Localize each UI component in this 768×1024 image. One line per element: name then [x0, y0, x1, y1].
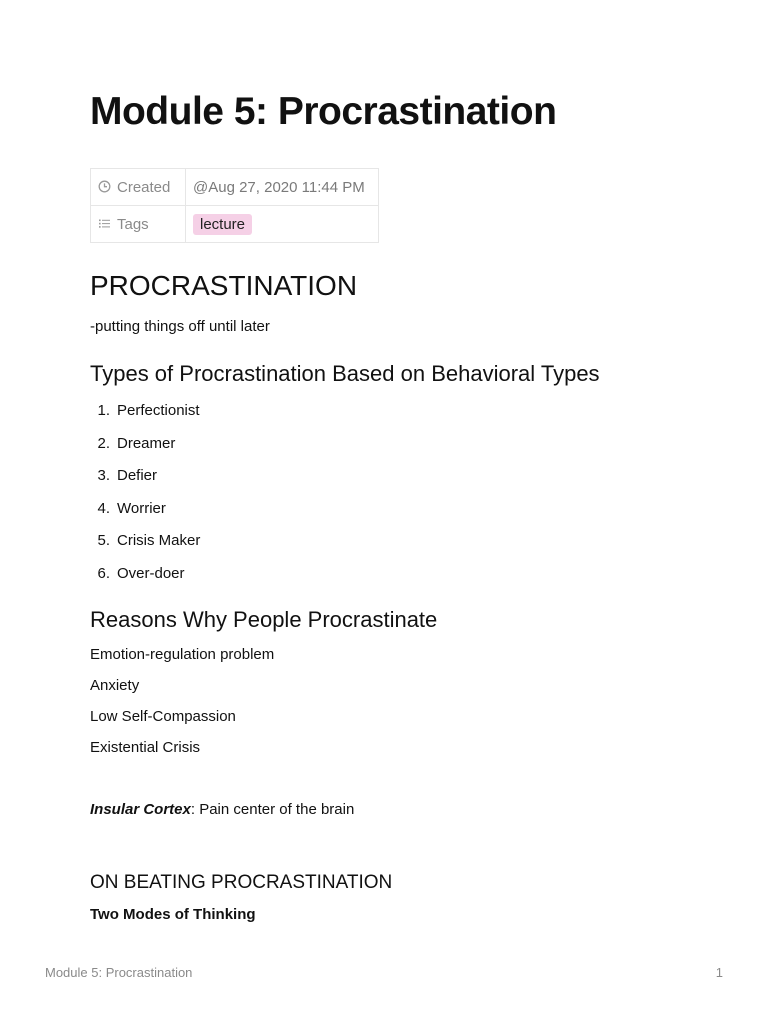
- list-item: 4. Worrier: [97, 499, 166, 517]
- property-row-tags: [91, 206, 379, 243]
- insular-term: Insular Cortex: [90, 801, 191, 818]
- list-item: 6. Over-doer: [97, 564, 185, 582]
- property-value-created: @Aug 27, 2020 11:44 PM: [186, 169, 379, 206]
- page-title: Module 5: Procrastination: [90, 90, 557, 133]
- list-item: 3. Defier: [97, 467, 158, 484]
- property-value-tags: [186, 206, 379, 243]
- reason-item: Anxiety: [90, 677, 140, 694]
- footer-page-number: 1: [715, 965, 723, 980]
- types-list: [90, 395, 200, 590]
- property-label-tags: Tags: [117, 215, 149, 233]
- list-item: 5. Crisis Maker: [97, 532, 201, 549]
- property-label-created: Created: [117, 178, 171, 196]
- reason-item: Emotion-regulation problem: [90, 646, 275, 663]
- reasons-list: [90, 642, 274, 766]
- clock-icon: [98, 180, 111, 193]
- heading-types: Types of Procrastination Based on Behavioral Types: [90, 361, 600, 386]
- property-key-tags: [91, 206, 186, 243]
- definition-text: -putting things off until later: [90, 318, 270, 335]
- insular-description: : Pain center of the brain: [190, 801, 355, 818]
- property-key-created: [91, 169, 186, 206]
- list-item: 1. Perfectionist: [97, 402, 200, 419]
- property-row-created: [91, 169, 379, 206]
- tag-badge-lecture[interactable]: lecture: [193, 214, 252, 235]
- reason-item: Low Self-Compassion: [90, 708, 236, 725]
- properties-table: [90, 168, 379, 243]
- heading-procrastination: PROCRASTINATION: [90, 270, 358, 301]
- heading-reasons: Reasons Why People Procrastinate: [90, 607, 438, 632]
- reason-item: Existential Crisis: [90, 739, 201, 756]
- footer-doc-title: Module 5: Procrastination: [45, 965, 193, 980]
- heading-beating: ON BEATING PROCRASTINATION: [90, 872, 393, 893]
- heading-two-modes: Two Modes of Thinking: [90, 906, 256, 923]
- insular-cortex-note: [90, 801, 354, 818]
- list-icon: [98, 217, 111, 230]
- list-item: 2. Dreamer: [97, 434, 176, 452]
